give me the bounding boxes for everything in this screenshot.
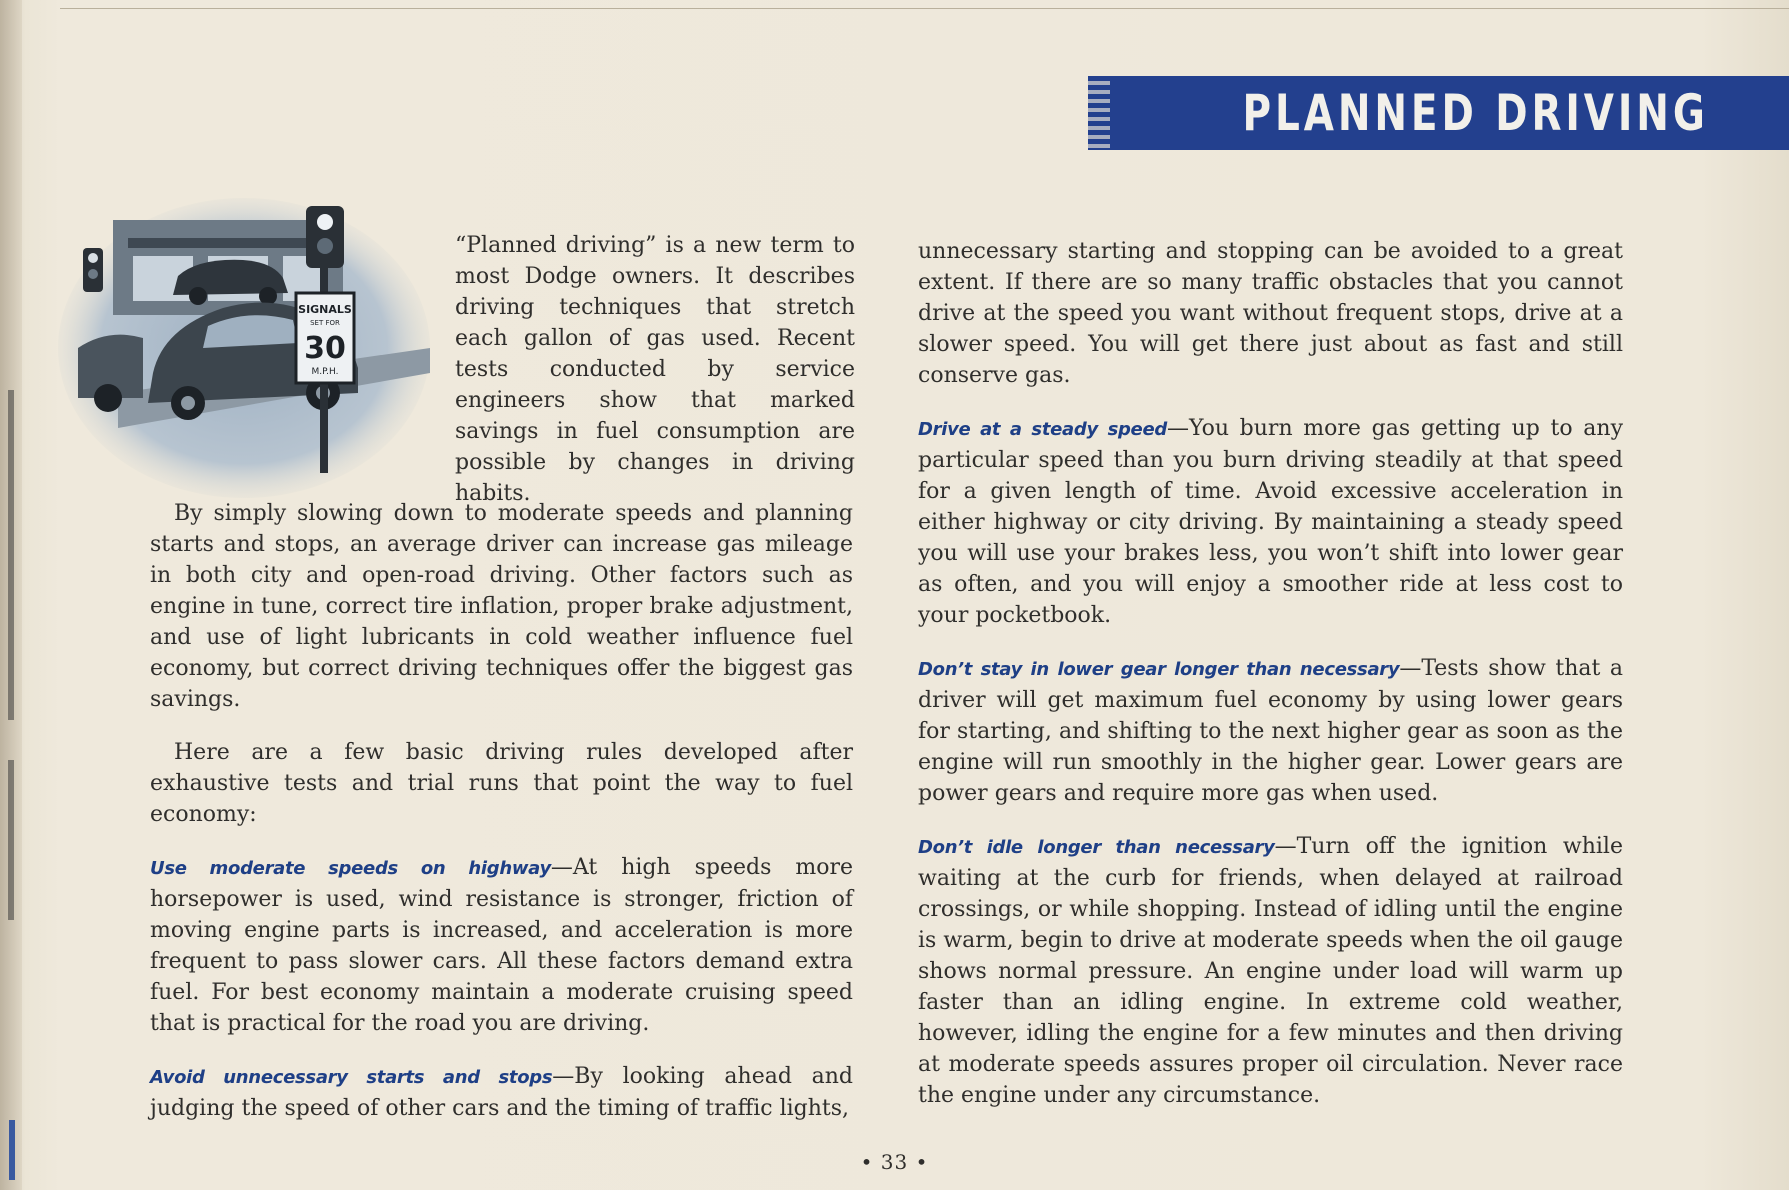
rule-text: —Tests show that a driver will get maximum fuel economy by using lower gears for starting, and shifting to the next higher gear as soon as the engine will run smoothly in the higher gear. Lower gears are power gears and require more gas when used. [918,656,1623,806]
store-awning [128,238,328,248]
left-column [150,498,853,1124]
rule-text: —By looking ahead and judging the speed of other cars and the timing of traffic lights, [150,1064,853,1121]
rule-text: —At high speeds more horsepower is used, wind resistance is stronger, friction of moving engine parts is increased, and acceleration is more frequent to pass slower cars. All these factors demand extra fuel. For best economy maintain a moderate cruising speed that is practical for the road you are driving. [150,855,853,1036]
section-banner [1110,76,1789,150]
rule-idle [918,831,1623,1111]
rule-text: —Turn off the ignition while waiting at the curb for friends, when delayed at railroad crossings, or while shopping. Instead of idling until the engine is warm, begin to drive at moderate speeds when the oil gauge shows normal pressure. An engine under load will warm up faster than an idling engine. In extreme cold weather, however, idling the engine for a few minutes and then driving at moderate speeds assures proper oil circulation. Never race the engine under any circumstance. [918,834,1623,1108]
speed-sign [296,293,354,383]
intro-column [455,230,855,509]
street-illustration [58,198,430,498]
rule-text: —You burn more gas getting up to any particular speed than you burn driving steadily at that speed for a given length of time. Avoid excessive acceleration in either highway or city driving. By maintaining a steady speed you will use your brakes less, you won’t shift into lower gear as often, and you will enjoy a smoother ride at less cost to your pocketbook. [918,416,1624,628]
spine-edge-mark [8,390,14,720]
paragraph-slowing-down: By simply slowing down to moderate speeds and planning starts and stops, an average driver can increase gas mileage in both city and open-road driving. Other factors such as engine in tune, correct tire inflation, proper brake adjustment, and use of light lubricants in cold weather influence fuel economy, but correct driving techniques offer the biggest gas savings. [150,501,853,712]
right-column [918,236,1623,1111]
sign-unit: M.P.H. [311,367,339,377]
rule-moderate-speeds [150,852,853,1039]
rule-title: Don’t idle longer than necessary [918,837,1275,858]
sign-line-1: SIGNALS [298,303,352,316]
intro-paragraph: “Planned driving” is a new term to most Dodge owners. It describes driving techniques that stretch each gallon of gas used. Recent tests conducted by service engineers show that marked savings in fuel consumption are possible by changes in driving habits. [455,233,855,506]
rule-title: Use moderate speeds on highway [150,858,551,879]
rule-steady-speed [918,413,1623,631]
rule-title: Don’t stay in lower gear longer than necessary [918,659,1400,680]
rule-lower-gear [918,653,1623,809]
paragraph-rules-intro: Here are a few basic driving rules developed after exhaustive tests and trial runs that point the way to fuel economy: [150,740,853,827]
spine-edge-mark [8,760,14,920]
sign-speed: 30 [304,331,346,366]
page-title: PLANNED DRIVING [1242,84,1709,142]
rule-title: Drive at a steady speed [918,419,1167,440]
rule-avoid-starts-stops [150,1061,853,1124]
sign-line-2: SET FOR [310,319,340,327]
traffic-light-right [306,206,344,268]
page-number: • 33 • [860,1150,929,1174]
traffic-light-left [83,248,103,292]
rule-title: Avoid unnecessary starts and stops [150,1067,553,1088]
continuation-paragraph: unnecessary starting and stopping can be avoided to a great extent. If there are so many traffic obstacles that you cannot drive at the speed you want without frequent stops, drive at a slower speed. You will get there just about as fast and still conserve gas. [918,239,1623,388]
page-top-rule [60,8,1789,9]
